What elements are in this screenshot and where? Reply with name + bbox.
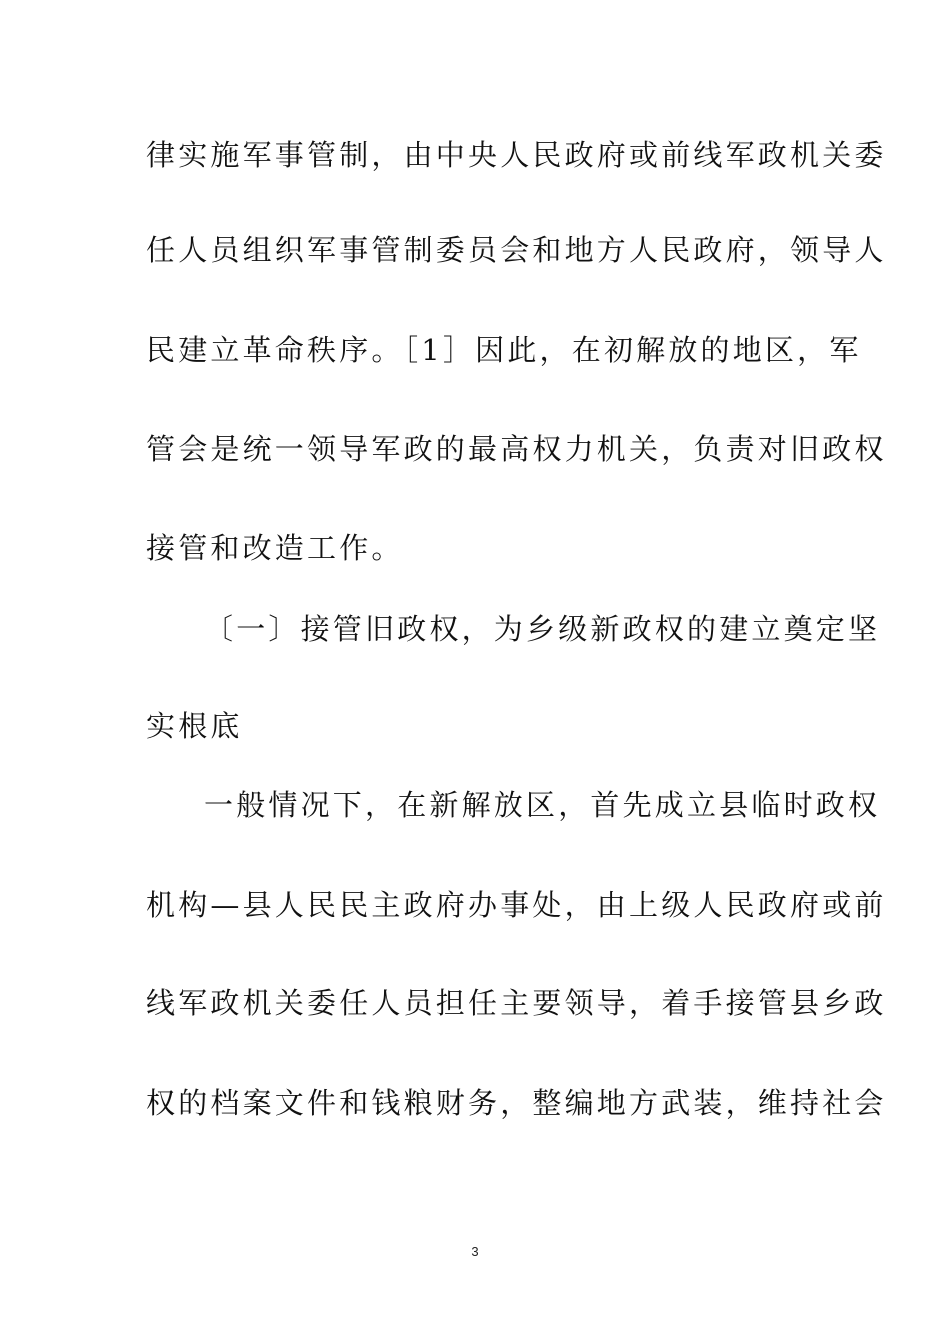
body-text-line: 一般情况下，在新解放区，首先成立县临时政权	[204, 788, 881, 822]
body-text-line: 线军政机关委任人员担任主要领导，着手接管县乡政	[146, 986, 887, 1020]
body-text-line: 民建立革命秩序。［1］因此，在初解放的地区，军	[146, 333, 862, 367]
body-text-line: 管会是统一领导军政的最高权力机关，负责对旧政权	[146, 432, 887, 466]
section-heading-line: 实根底	[146, 709, 243, 743]
body-text-line: 权的档案文件和钱粮财务，整编地方武装，维持社会	[146, 1086, 887, 1120]
body-text-line: 律实施军事管制，由中央人民政府或前线军政机关委	[146, 138, 887, 172]
section-heading-line: 〔一〕接管旧政权，为乡级新政权的建立奠定坚	[204, 612, 881, 646]
body-text-line: 机构—县人民民主政府办事处，由上级人民政府或前	[146, 888, 887, 922]
body-text-line: 任人员组织军事管制委员会和地方人民政府，领导人	[146, 233, 887, 267]
body-text-line: 接管和改造工作。	[146, 531, 404, 565]
page-number: 3	[471, 1244, 479, 1259]
